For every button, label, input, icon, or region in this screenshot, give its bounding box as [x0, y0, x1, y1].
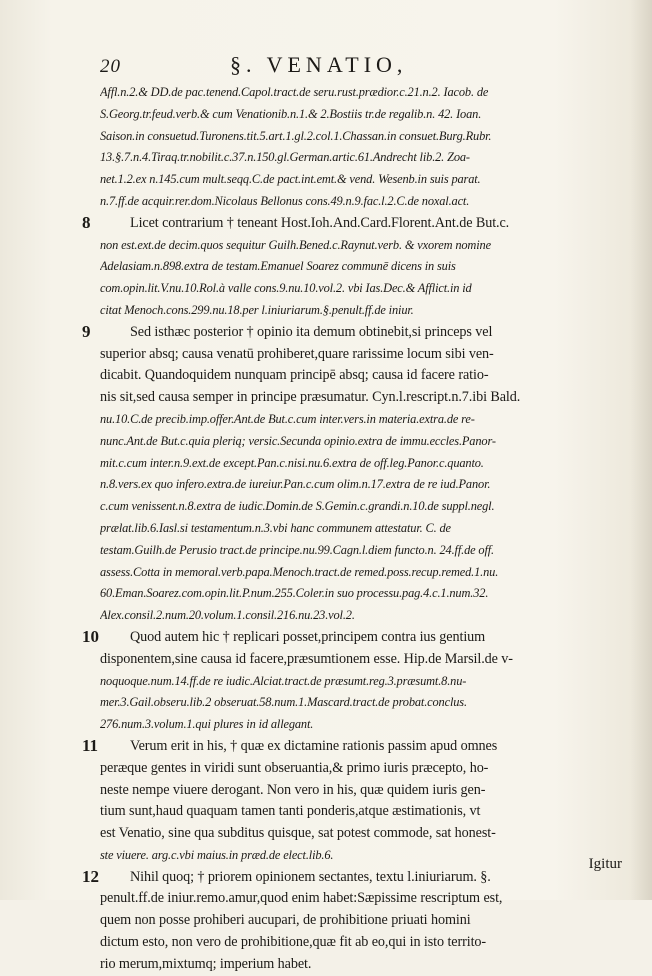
- text-line: testam.Guilh.de Perusio tract.de principe.nu.99.Cagn.l.diem functo.n. 24.ff.de off.: [100, 542, 494, 557]
- running-head: [100, 50, 620, 78]
- text-line: mit.c.cum inter.n.9.ext.de except.Pan.c.nisi.nu.6.extra de off.leg.Panor.c.quanto.: [100, 455, 484, 470]
- text-line: Adelasiam.n.898.extra de testam.Emanuel Soarez communē dicens in suis: [100, 259, 456, 274]
- text-line: n.8.vers.ex quo infero.extra.de iureiur.Pan.c.cum olim.n.17.extra de re iud.Panor.: [100, 477, 491, 492]
- text-line: quem non posse prohiberi aucupari, de prohibitione priuati homini: [100, 912, 471, 929]
- text-line: Licet contrarium † teneant Host.Ioh.And.Card.Florent.Ant.de But.c.: [130, 214, 510, 231]
- text-line: S.Georg.tr.feud.verb.& cum Venationib.n.1.& 2.Bostiis tr.de regalib.n. 42. Ioan.: [100, 106, 482, 121]
- text-line: disponentem,sine causa id facere,præsumtionem esse. Hip.de Marsil.de v-: [100, 650, 513, 667]
- text-line: com.opin.lit.V.nu.10.Rol.à valle cons.9.nu.10.vol.2. vbi Ias.Dec.& Afflict.in id: [100, 281, 472, 296]
- text-line: superior absq; causa venatū prohiberet,quare rarissime locum sibi ven-: [100, 345, 494, 362]
- text-line: prælat.lib.6.Iasl.si testamentum.n.3.vbi hanc communem attestatur. C. de: [100, 520, 451, 535]
- text-line: Affl.n.2.& DD.de pac.tenend.Capol.tract.de seru.rust.prædior.c.21.n.2. Iacob. de: [100, 85, 489, 99]
- paragraph: [82, 321, 632, 627]
- text-line: net.1.2.ex n.145.cum mult.seqq.C.de pact.int.emt.& vend. Wesenb.in suis parat.: [100, 172, 481, 187]
- text-line: n.7.ff.de acquir.rer.dom.Nicolaus Bellonus cons.49.n.9.fac.l.2.C.de noxal.act.: [100, 193, 470, 208]
- text-line: dictum esto, non vero de prohibitione,quæ fit ab eo,qui in isto territo-: [100, 934, 487, 951]
- running-title: §. VENATIO,: [230, 52, 408, 77]
- paragraph: [82, 735, 632, 867]
- text-line: ste viuere. arg.c.vbi maius.in præd.de elect.lib.6.: [100, 847, 334, 862]
- catchword: Igitur: [588, 856, 622, 872]
- text-line: citat Menoch.cons.299.nu.18.per l.iniuriarum.§.penult.ff.de iniur.: [100, 302, 414, 317]
- text-line: nunc.Ant.de But.c.quia plerią; versic.Secunda opinio.extra de immu.eccles.Panor-: [100, 433, 496, 448]
- text-line: Alex.consil.2.num.20.volum.1.consil.216.nu.23.vol.2.: [100, 608, 355, 623]
- page-number: 20: [100, 56, 121, 77]
- text-line: nu.10.C.de precib.imp.offer.Ant.de But.c.cum inter.vers.in materia.extra.de re-: [100, 411, 475, 426]
- marginal-number: 8: [82, 212, 91, 232]
- text-line: 276.num.3.volum.1.qui plures in id allegant.: [100, 717, 314, 732]
- paragraph: [82, 626, 632, 736]
- text-line: nis sit,sed causa semper in principe præsumatur. Cyn.l.rescript.n.7.ibi Bald.: [100, 389, 521, 406]
- marginal-number: 11: [82, 735, 99, 755]
- text-line: 13.§.7.n.4.Tiraq.tr.nobilit.c.37.n.150.gl.German.artic.61.Andrecht lib.2. Zoa-: [100, 150, 470, 165]
- text-line: c.cum venissent.n.8.extra de iudic.Domin.de S.Gemin.c.grandi.n.10.de suppl.negl.: [100, 499, 495, 514]
- text-line: tium sunt,haud quaquam tamen tanti ponderis,atque æstimationis, vt: [100, 803, 481, 820]
- text-line: 60.Eman.Soarez.com.opin.lit.P.num.255.Coler.in suo processu.pag.4.c.1.num.32.: [100, 586, 489, 601]
- text-line: mer.3.Gail.obseru.lib.2 obseruat.58.num.1.Mascard.tract.de probat.conclus.: [100, 695, 467, 710]
- paragraph: [100, 82, 632, 213]
- paragraph: [82, 212, 632, 322]
- text-line: Quod autem hic † replicari posset,principem contra ius gentium: [130, 628, 486, 645]
- text-line: neste nempe viuere derogant. Non vero in his, quæ quidem iuris gen-: [100, 781, 486, 798]
- marginal-number: 12: [82, 866, 99, 886]
- text-line: Verum erit in his, † quæ ex dictamine rationis passim apud omnes: [130, 737, 498, 754]
- text-line: est Venatio, sine qua subditus quisque, sat potest commode, sat honest-: [100, 825, 496, 842]
- text-line: assess.Cotta in memoral.verb.papa.Menoch.tract.de remed.poss.recup.remed.1.nu.: [100, 564, 499, 579]
- text-line: penult.ff.de iniur.remo.amur,quod enim habet:Sæpissime rescriptum est,: [100, 890, 503, 907]
- marginal-number: 9: [82, 321, 91, 341]
- text-line: Sed isthæc posterior † opinio ita demum obtinebit,si princeps vel: [130, 323, 493, 340]
- text-line: noquoque.num.14.ff.de re iudic.Alciat.tract.de præsumt.reg.3.præsumt.8.nu-: [100, 673, 467, 688]
- marginal-number: 10: [82, 626, 99, 646]
- text-line: dicabit. Quandoquidem nunquam principē absq; causa id facere ratio-: [100, 367, 489, 384]
- text-line: Nihil quoq; † priorem opinionem sectantes, textu l.iniuriarum. §.: [130, 868, 491, 885]
- page-edge-shadow: [630, 0, 652, 900]
- paragraph: [82, 866, 632, 976]
- text-line: non est.ext.de decim.quos sequitur Guilh.Bened.c.Raynut.verb. & vxorem nomine: [100, 237, 491, 252]
- text-line: peræque gentes in viridi sunt obseruantia,& primo iuris præcepto, ho-: [100, 759, 489, 776]
- body-text: [82, 82, 632, 976]
- text-line: Saison.in consuetud.Turonens.tit.5.art.1.gl.2.col.1.Chassan.in consuet.Burg.Rubr.: [100, 128, 492, 143]
- text-line: rio merum,mixtumq; imperium habet.: [100, 955, 312, 972]
